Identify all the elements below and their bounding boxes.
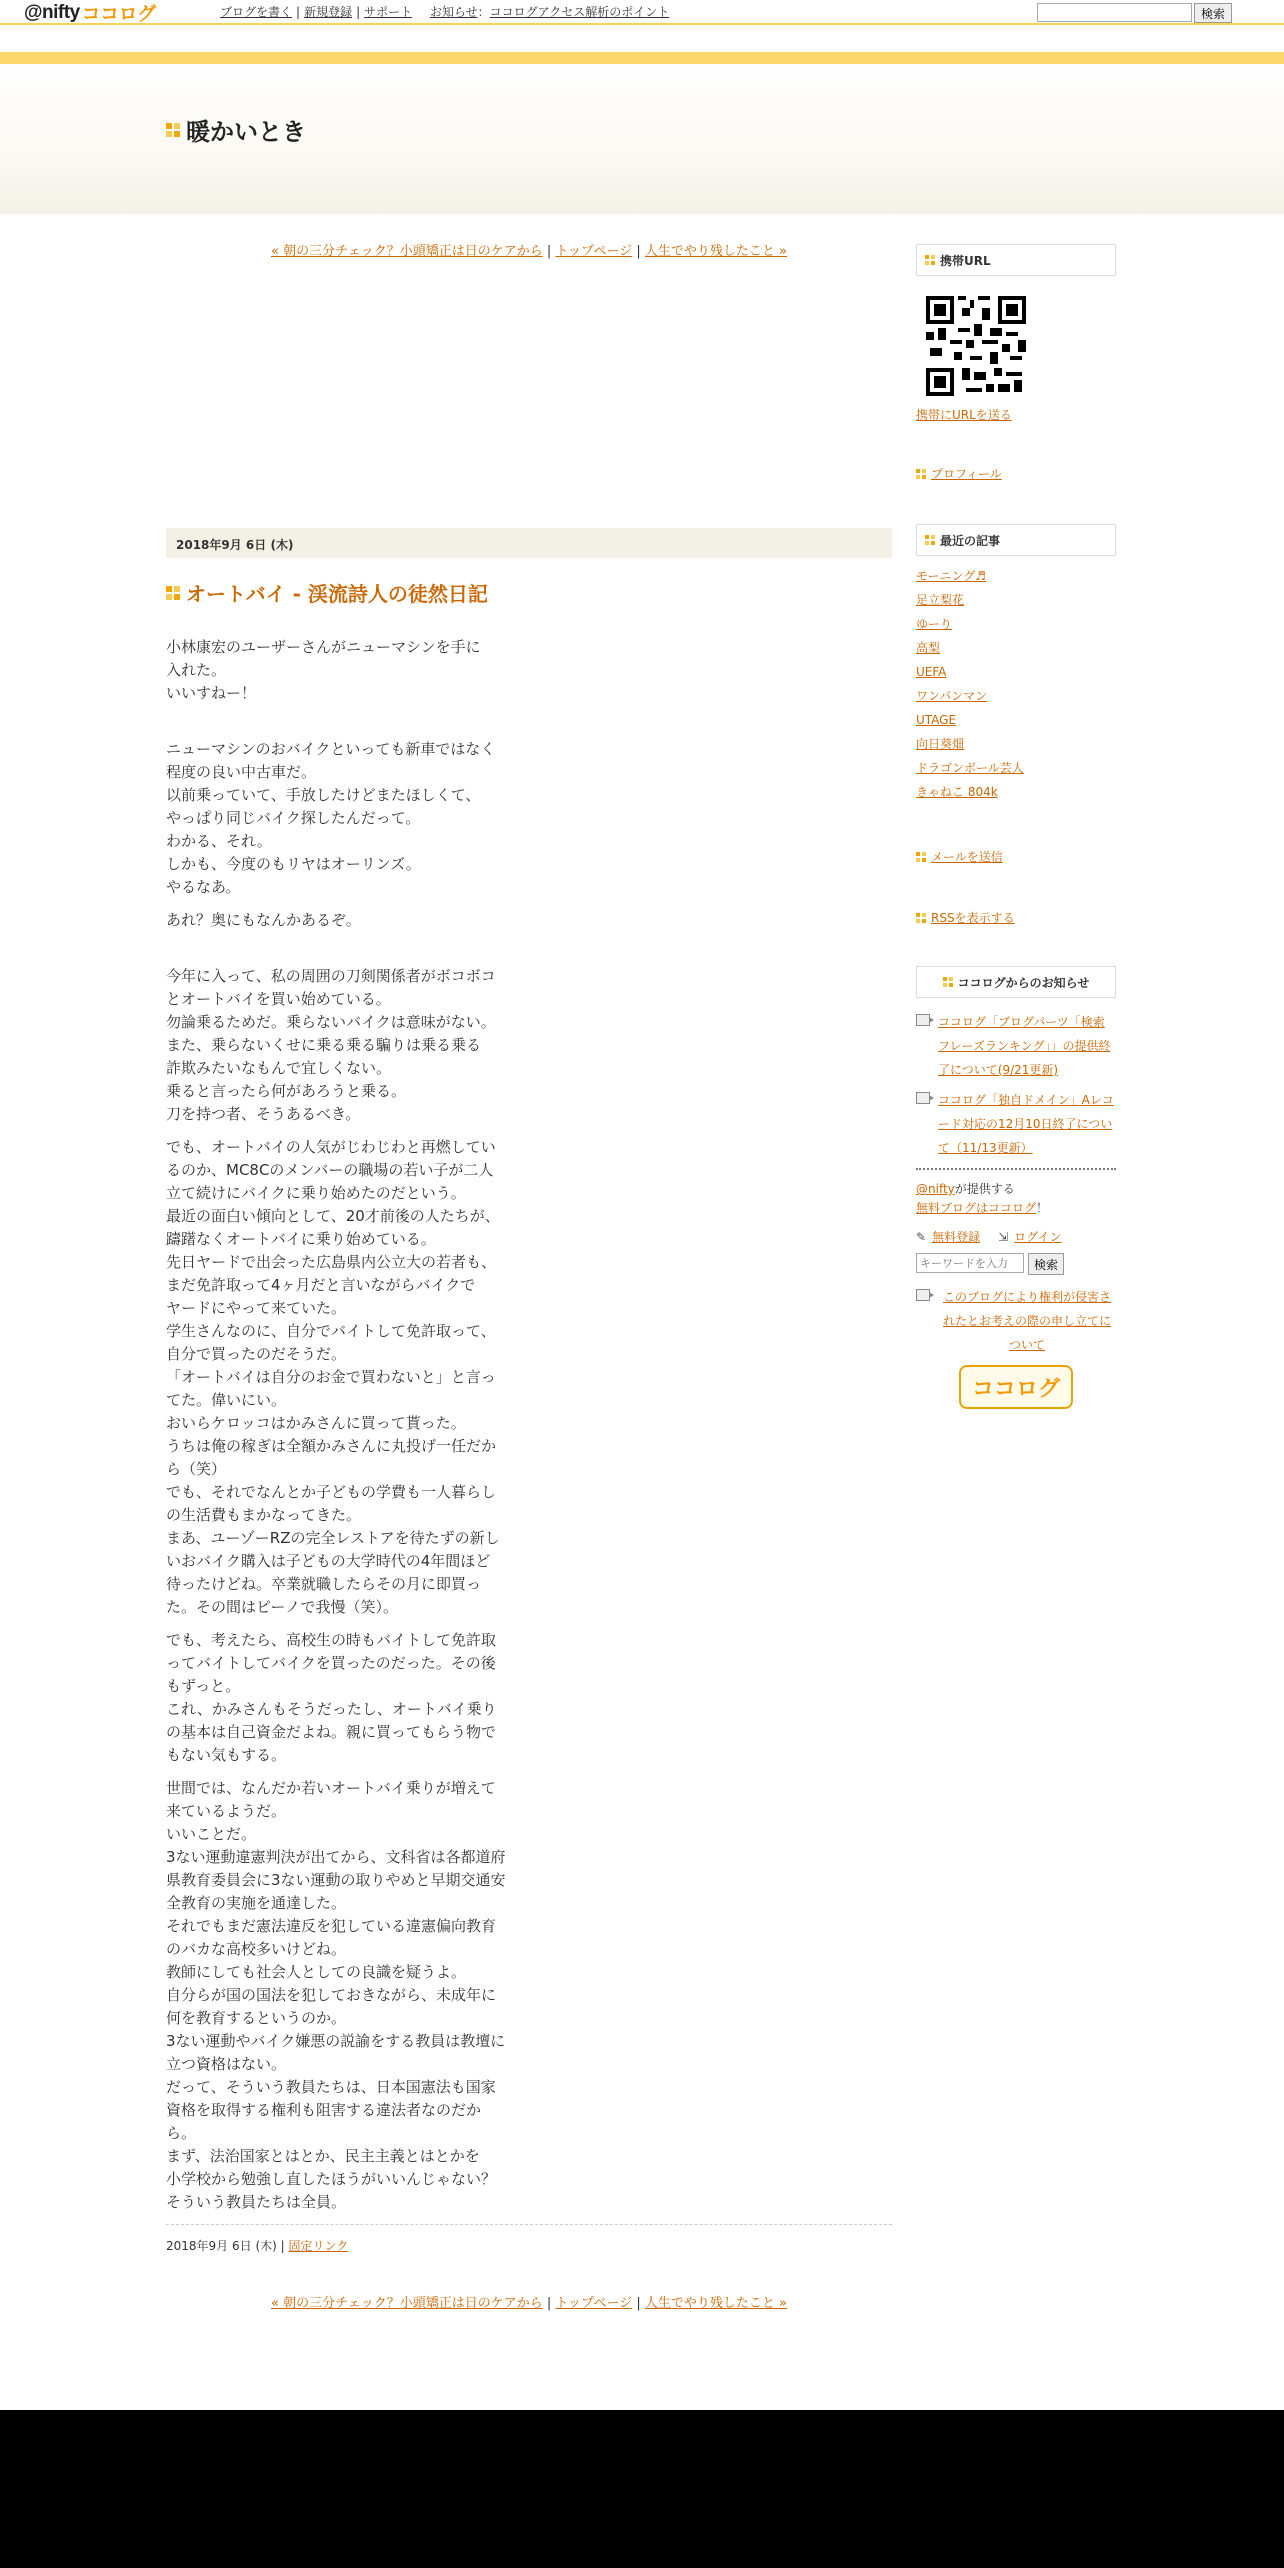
profile-row [916,465,1116,482]
recent-entry-link[interactable]: ドラゴンボール芸人 [916,761,1024,775]
main-column [166,240,892,2311]
entry-paragraph: 小林康宏のユーザーさんがニューマシンを手に 入れた。 いいすねー！ [166,638,481,702]
entry-paragraph: でも、オートバイの人気がじわじわと再燃してい るのか、MC8Cのメンバーの職場の若い子が二人 立て続けにバイクに乗り始めたのだという。 最近の面白い傾向として、20才前後の人たちが、 躊躇なくオートバイに乗り始めている。 先日ヤードで出会った広島県内公立大の若者も、 まだ免許取って4ヶ月だと言いながらバイクで ヤードにやって来ていた。 学生さんなのに、自分でバイトして免許取って、 自分で買ったのだそうだ。 「オートバイは自分のお金で買わないと」と言っ てた。偉いにい。 おいらケロッコはかみさんに買って貰った。 うちは俺の稼ぎは全額かみさんに丸投げ一任だか ら（笑） でも、それでなんとか子どもの学費も一人暮らし の生活費もまかなってきた。 まあ、ユーゾーRZの完全レストアを待たずの新し いおバイク購入は子どもの大学時代の4年間ほど 待ったけどね。卒業就職したらその月に即買っ た。その間はピーノで我慢（笑）。 [166,1138,500,1616]
pager-top: « 朝の三分チェック？小頭矯正は日のケアから | トップページ | 人生でやり残したこと » [271,244,787,259]
top-search-button[interactable]: 検索 [1194,3,1232,23]
list-item [916,1285,1116,1357]
notice-arrow-icon [916,1092,930,1104]
list-item [916,708,1116,732]
recent-entry-link[interactable]: UTAGE [916,713,957,727]
square-icon [925,535,935,545]
register-link[interactable]: 無料登録 [932,1230,981,1244]
nifty-top-bar [0,0,1284,25]
login-link[interactable]: ログイン [1014,1230,1062,1244]
list-item [916,684,1116,708]
nifty-link[interactable]: @nifty [916,1182,955,1196]
recent-entry-link[interactable]: 向日葵畑 [916,737,965,751]
recent-entry-link[interactable]: 高梨 [916,641,941,655]
page-footer [0,2410,1284,2568]
list-item [916,612,1116,636]
keyword-search-input[interactable] [916,1253,1024,1273]
sidebar [916,244,1116,1409]
prev-entry-link[interactable]: « 朝の三分チェック？小頭矯正は日のケアから [271,244,543,259]
list-item [916,1088,1116,1160]
divider [916,1168,1116,1170]
logo-cocolog: ココログ [81,4,156,25]
cocolog-news-list [916,1010,1116,1160]
next-entry-link[interactable]: 人生でやり残したこと » [644,244,787,259]
entry-footer: 2018年9月 6日 (木) | 固定リンク [166,2224,892,2254]
list-item [916,564,1116,588]
rights-report-link[interactable]: このブログにより権利が侵害されたとお考えの際の申し立てについて [942,1290,1111,1352]
nav-colon: ： [477,5,490,19]
entry-body [166,636,526,2224]
recent-entry-link[interactable]: ゆーり [916,617,953,631]
top-nav [220,3,669,20]
keyword-search [916,1253,1116,1275]
blog-title-text: 暖かいとき [186,118,306,146]
entry-paragraph: でも、考えたら、高校生の時もバイトして免許取 ってバイトしてバイクを買ったのだった。その後 もずっと。 これ、かみさんもそうだったし、オートバイ乗り の基本は自己資金だよね。親に買ってもらう物で もない気もする。 [166,1631,497,1764]
entry-paragraph: 今年に入って、私の周囲の刀剣関係者がボコボコ とオートバイを買い始めている。 勿論乗るためだ。乗らないバイクは意味がない。 また、乗らないくせに乗る乗る騙りは乗る乗る 詐欺みたいなもんで宜しくない。 乗ると言ったら何があろうと乗る。 刀を持つ者、そうあるべき。 [166,967,496,1123]
entry-paragraph: 世間では、なんだか若いオートバイ乗りが増えて 来ているようだ。 いいことだ。 3ない運動違憲判決が出てから、文科省は各都道府 県教育委員会に3ない運動の取りやめと早期交通安 全教育の実施を通達した。 それでもまだ憲法違反を犯している違憲偏向教育 のバカな高校多いけどね。 教師にしても社会人としての良識を疑うよ。 自分らが国の国法を犯しておきながら、未成年に 何を教育するというのか。 3ない運動やバイク嫌悪の説諭をする教員は教壇に 立つ資格はない。 だって、そういう教員たちは、日本国憲法も国家 資格を取得する権利も阻害する違法者なのだか ら。 まず、法治国家とはとか、民主主義とはとかを 小学校から勉強し直したほうがいいんじゃない？ そういう教員たちは全員。 [166,1779,506,2211]
recent-entries-heading: 最近の記事 [916,524,1116,556]
entry-title-text: オートバイ - 渓流詩人の徒然日記 [186,582,488,606]
cocolog-news-heading: ココログからのお知らせ [916,966,1116,998]
nav-separator: | [356,5,361,19]
recent-entry-link[interactable]: ワンパンマン [916,689,988,703]
top-page-link[interactable]: トップページ [555,2296,633,2311]
recent-entry-link[interactable]: 足立梨花 [916,593,965,607]
rss-row [916,909,1116,926]
entry-footer-date: 2018年9月 6日 (木) [166,2239,277,2253]
profile-link[interactable]: プロフィール [931,467,1002,481]
square-icon [916,913,926,923]
top-page-link[interactable]: トップページ [555,244,633,259]
nifty-cocolog-logo[interactable] [24,0,156,25]
pager-bottom: « 朝の三分チェック？小頭矯正は日のケアから | トップページ | 人生でやり残したこと » [271,2296,787,2311]
top-search [1037,3,1232,23]
list-item [916,1010,1116,1082]
entry-title[interactable] [166,578,488,607]
entry-square-icon [166,586,180,600]
header-color-band [0,52,1284,64]
date-header: 2018年9月 6日 (木) [166,528,892,558]
register-login-row [916,1228,1116,1245]
keyword-search-button[interactable]: 検索 [1028,1253,1064,1275]
square-icon [916,852,926,862]
recent-entry-link[interactable]: UEFA [916,665,947,679]
send-mail-link[interactable]: メールを送信 [931,850,1003,864]
login-icon: ⇲ [998,1229,1009,1244]
blog-title[interactable] [166,112,306,147]
list-item [916,732,1116,756]
free-blog-link[interactable]: 無料ブログはココログ [916,1201,1037,1215]
list-item [916,756,1116,780]
permalink[interactable]: 固定リンク [288,2239,349,2253]
send-mobile-url-link[interactable]: 携帯にURLを送る [916,408,1012,422]
square-icon [943,977,953,987]
nav-register[interactable]: 新規登録 [304,5,353,19]
prev-entry-link[interactable]: « 朝の三分チェック？小頭矯正は日のケアから [271,2296,543,2311]
list-item [916,588,1116,612]
mail-row [916,848,1116,865]
recent-entry-link[interactable]: きゃねこ 804k [916,785,998,799]
rss-link[interactable]: RSSを表示する [931,911,1015,925]
list-item [916,780,1116,804]
nav-notice[interactable]: お知らせ [429,5,478,19]
notice-arrow-icon [916,1014,930,1026]
entry-paragraph: ニューマシンのおバイクといっても新車ではなく 程度の良い中古車だ。 以前乗っていて、手放したけどまたほしくて、 やっぱり同じバイク探したんだって。 わかる、それ。 しかも、今度のもリヤはオーリンズ。 やるなあ。 [166,740,496,896]
mobile-url-heading: 携帯URL [916,244,1116,276]
nav-write-blog[interactable]: ブログを書く [220,5,293,19]
square-icon [916,469,926,479]
nav-notice-link[interactable]: ココログアクセス解析のポイント [489,5,670,19]
top-search-input[interactable] [1037,3,1192,22]
square-icon [925,255,935,265]
list-item [916,636,1116,660]
title-square-icon [166,123,180,137]
report-list [916,1285,1116,1357]
nav-support[interactable]: サポート [364,5,413,19]
news-link[interactable]: ココログ「ブログパーツ「検索フレーズランキング」」の提供終了について(9/21更新) [938,1015,1111,1077]
provided-by: @niftyが提供する 無料ブログはココログ！ [916,1182,1049,1215]
notice-arrow-icon [916,1289,930,1301]
recent-entries-list [916,564,1116,804]
nav-separator: | [296,5,301,19]
pen-icon: ✎ [916,1229,927,1244]
list-item [916,660,1116,684]
entry-paragraph: あれ？奥にもなんかあるぞ。 [166,911,361,929]
cocolog-badge[interactable]: ココログ [959,1365,1073,1409]
mobile-send-row [916,406,1116,423]
news-link[interactable]: ココログ「独自ドメイン」Aレコード対応の12月10日終了について（11/13更新） [938,1093,1114,1155]
recent-entry-link[interactable]: モーニング♬ [916,569,987,583]
qr-code-icon [926,296,1026,396]
next-entry-link[interactable]: 人生でやり残したこと » [644,2296,787,2311]
logo-at-nifty: @nifty [24,1,80,23]
